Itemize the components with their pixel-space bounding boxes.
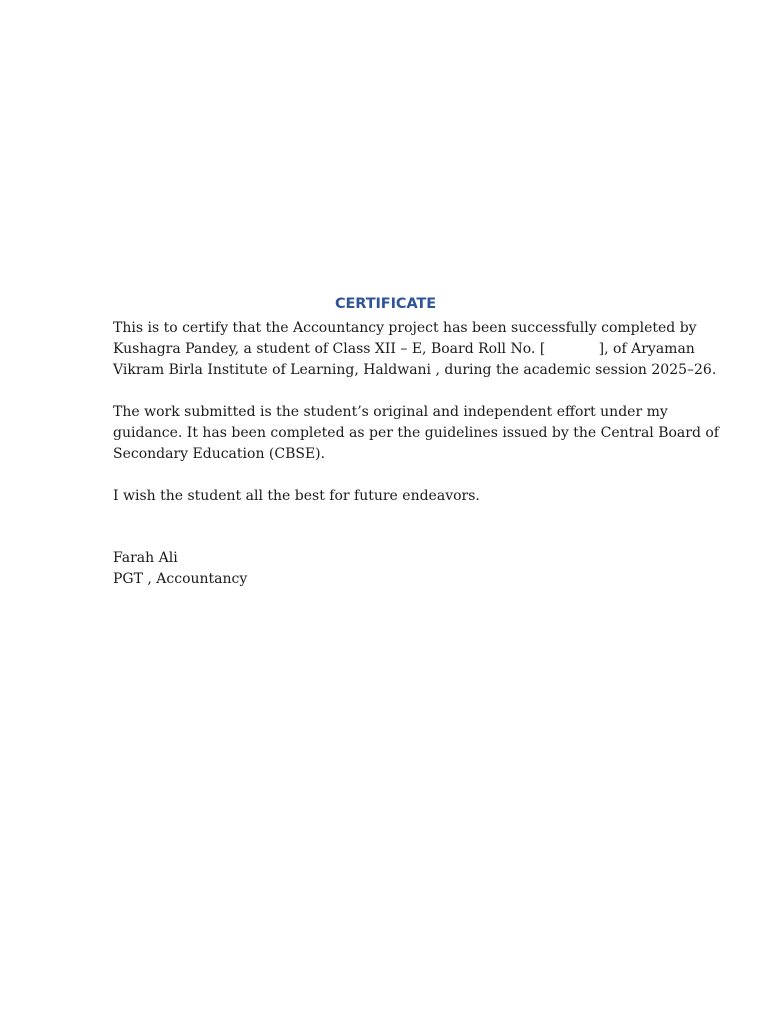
original-work-paragraph (113, 402, 719, 465)
paragraph-line: guidance. It has been completed as per the guidelines issued by the Central Board of (113, 425, 719, 441)
paragraph-line: Secondary Education (CBSE). (113, 446, 326, 462)
paragraph-line: I wish the student all the best for future endeavors. (113, 488, 480, 504)
paragraph-line: This is to certify that the Accountancy project has been successfully completed by (113, 320, 697, 336)
certificate-body (113, 294, 719, 590)
paragraph-line: Kushagra Pandey, a student of Class XII – E, Board Roll No. [ ], of Aryaman (113, 341, 695, 357)
signature-block (113, 548, 658, 590)
paragraph-line: The work submitted is the student’s original and independent effort under my (113, 404, 668, 420)
signatory-designation: PGT , Accountancy (113, 571, 248, 587)
certification-paragraph (113, 318, 717, 381)
signatory-name: Farah Ali (113, 550, 178, 566)
wishes-paragraph (113, 486, 658, 507)
paragraph-line: Vikram Birla Institute of Learning, Haldwani , during the academic session 2025–26. (113, 362, 717, 378)
certificate-title: CERTIFICATE (334, 296, 437, 312)
